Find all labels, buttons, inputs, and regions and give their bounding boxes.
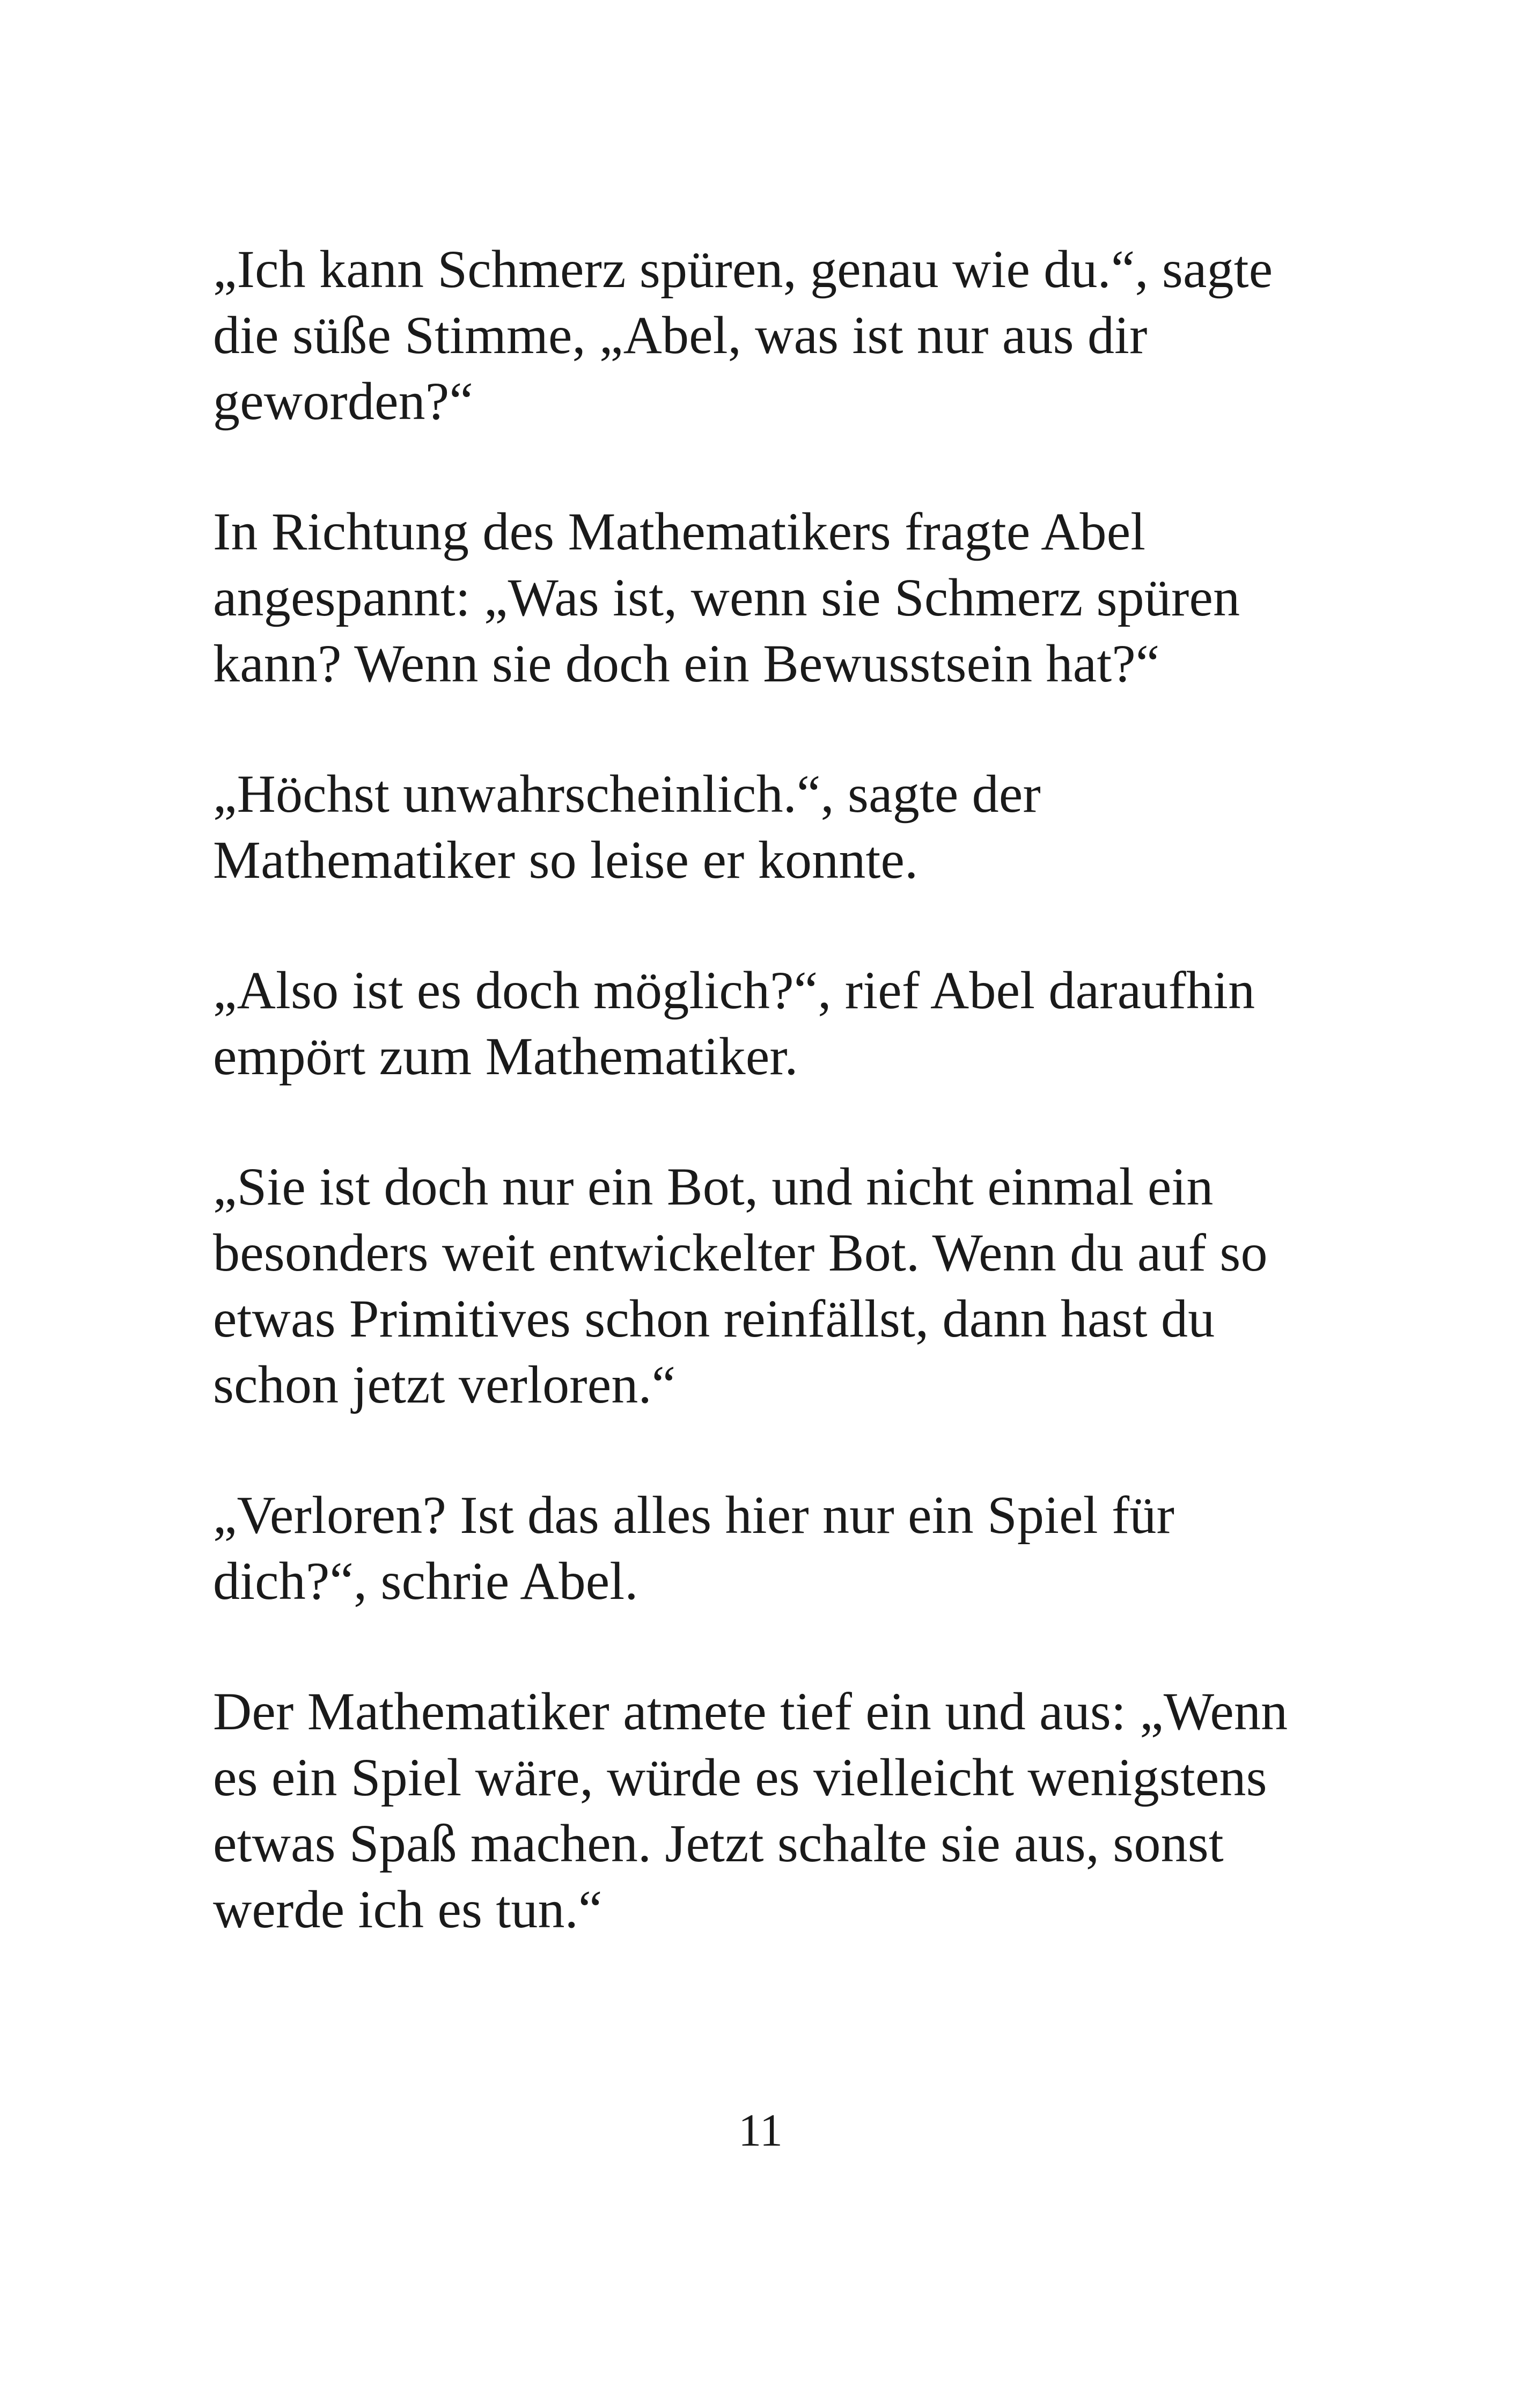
paragraph: „Sie ist doch nur ein Bot, und nicht einmal ein besonders weit entwickelter Bot. Wenn du auf so etwas Primitives schon reinfällst, dann hast du schon jetzt verloren.“ [213,1157,1268,1414]
paragraph: Der Mathematiker atmete tief ein und aus: „Wenn es ein Spiel wäre, würde es vielleicht wenigstens etwas Spaß machen. Jetzt schalte sie aus, sonst werde ich es tun.“ [213,1682,1288,1939]
paragraph: „Verloren? Ist das alles hier nur ein Spiel für dich?“, schrie Abel. [213,1485,1175,1611]
paragraph: In Richtung des Mathematikers fragte Abel angespannt: „Was ist, wenn sie Schmerz spüren kann? Wenn sie doch ein Bewusstsein hat?“ [213,502,1240,693]
body-text [213,236,1313,2007]
paragraph: „Ich kann Schmerz spüren, genau wie du.“, sagte die süße Stimme, „Abel, was ist nur aus dir geworden?“ [213,239,1273,431]
paragraph: „Also ist es doch möglich?“, rief Abel daraufhin empört zum Mathematiker. [213,960,1255,1086]
paragraph: „Höchst unwahrscheinlich.“, sagte der Mathematiker so leise er konnte. [213,764,1041,890]
page-number: 11 [738,2104,783,2156]
